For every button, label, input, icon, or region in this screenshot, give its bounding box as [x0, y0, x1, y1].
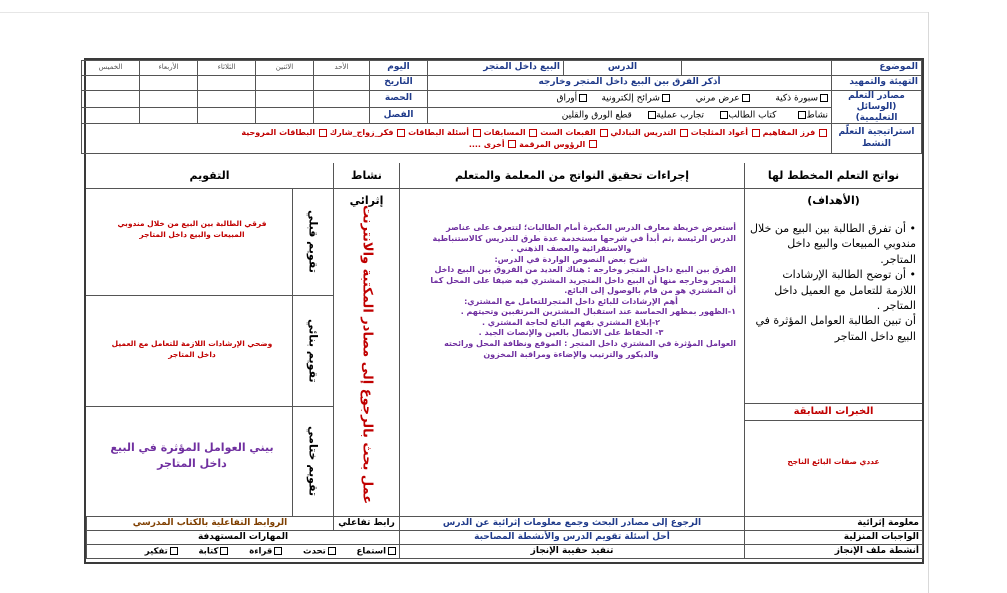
procedure-line: ٢-إبلاغ المشتري بفهم البائع لحاجة المشتري . [481, 317, 661, 327]
class-cell-2[interactable] [256, 107, 314, 124]
procedure-line: أستعرض خريطة معارف الدرس المكبرة أمام الطالبات؛ لتتعرف على عناصر [446, 223, 736, 232]
period-cell-5[interactable] [82, 91, 140, 108]
period-cell-4[interactable] [140, 91, 198, 108]
resources-row-2 [428, 107, 832, 124]
eval-type-pre [293, 188, 333, 295]
eval-type-label: تقويم ختامي [306, 425, 320, 497]
period-cell-2[interactable] [256, 91, 314, 108]
checkbox-icon[interactable] [589, 140, 597, 148]
eval-type-formative [293, 295, 333, 406]
procedure-line: أن المشتري هو من قام بالوصول إلى البائع. [564, 286, 736, 296]
footer-table [86, 516, 923, 559]
outcomes-title: نواتج التعلم المخطط لها (الأهداف) [745, 163, 922, 189]
outcomes-list [750, 221, 916, 344]
outcomes-column [744, 163, 922, 516]
strategy-item: التدريس التبادلي [610, 128, 677, 138]
checkbox-icon[interactable] [473, 129, 481, 137]
checkbox-icon[interactable] [319, 129, 327, 137]
strategy-item: فكر_زواج_شارك [329, 128, 394, 138]
outcome-item: • أن توضح الطالبة الإرشادات اللازمة للتعامل مع العميل داخل المتاجر . [774, 268, 916, 312]
class-cell-1[interactable] [314, 107, 370, 124]
strategy-item: أخرى .... [468, 139, 505, 149]
eval-type-final [293, 406, 333, 516]
resource-smartboard: سبورة ذكية [775, 93, 818, 104]
procedure-line: العوامل المؤثرة في المشتري داخل المتجر : الموقع ونظافة المحل ورائحته [444, 339, 736, 349]
checkbox-icon[interactable] [600, 129, 608, 137]
strategies-list [82, 124, 832, 154]
lesson-plan-sheet [84, 58, 924, 564]
page-right-margin [928, 12, 1007, 593]
resource-activity: نشاط [806, 110, 828, 121]
resource-slides: شرائح إلكترونية [601, 93, 660, 104]
evaluation-column [86, 163, 333, 516]
procedure-line: أهم الإرشادات للبائع داخل المتجرللتعامل مع المشتري: [464, 296, 678, 306]
enrichment-column [333, 163, 399, 516]
checkbox-icon[interactable] [220, 547, 228, 555]
strategy-item: المسابقات [483, 128, 526, 138]
resource-papers: أوراق [556, 93, 578, 104]
prior-section [745, 403, 922, 466]
evaluation-title: التقويم [86, 163, 333, 189]
skill-listening: استماع [356, 546, 386, 557]
portfolio-label: أنشطة ملف الإنجاز [745, 545, 923, 559]
procedure-line: شرح بعض النصوص الواردة في الدرس: [494, 254, 648, 264]
eval-text-pre: فرقي الطالبة بين البيع من خلال مندوبي المبيعات والبيع داخل المتاجر [117, 219, 267, 240]
intro-value: أذكر الفرق بين البيع داخل المتجر وخارجه [428, 76, 832, 91]
checkbox-icon[interactable] [170, 547, 178, 555]
procedure-line: ١-الظهور بمظهر الحماسة عند استقبال المشترين المرتقبين وتحيتهم . [460, 307, 736, 317]
homework-value: أحل أسئلة تقويم الدرس والأنشطة المصاحبة [400, 531, 745, 545]
resource-paper-pens: قطع الورق والقلين [561, 110, 632, 121]
day-thursday: الخميس [82, 61, 140, 76]
eval-type-label: تقويم قبلي [306, 210, 320, 273]
day-tuesday: الثلاثاء [198, 61, 256, 76]
body-area [86, 163, 922, 516]
prior-value: عددي صفات البائع الناجح [787, 457, 880, 466]
class-cell-3[interactable] [198, 107, 256, 124]
skill-speaking: تحدث [303, 546, 326, 557]
procedure-line: ٣- الحفاظ على الاتصال بالعين والإنصات الجيد . [478, 328, 664, 338]
checkbox-icon[interactable] [680, 129, 688, 137]
enrichment-title: نشاط إثرائي [334, 163, 399, 189]
checkbox-icon[interactable] [820, 94, 828, 102]
homework-label: الواجبات المنزلية [745, 531, 923, 545]
evaluation-body [86, 188, 333, 516]
enrichment-info-value: الرجوع إلى مصادر البحث وجمع معلومات إثرائية عن الدرس [400, 517, 745, 531]
procedures-text [406, 223, 736, 360]
procedures-title: إجراءات تحقيق النواتج من المعلمة والمتعلم [400, 163, 744, 189]
outcome-text: أن توضح الطالبة الإرشادات اللازمة للتعامل مع العميل داخل المتاجر . [774, 268, 916, 312]
class-cell-5[interactable] [82, 107, 140, 124]
date-cell-3[interactable] [198, 76, 256, 91]
date-cell-2[interactable] [256, 76, 314, 91]
day-sunday: الأحد [314, 61, 370, 76]
checkbox-icon[interactable] [388, 547, 396, 555]
interactive-link-label: رابط تفاعلي [334, 517, 400, 531]
procedure-line: المتجر وخارجه منها أن البيع داخل المتجريد المشتري فيه ضيفا على المحل كما [430, 275, 736, 285]
subject-label: الموضوع [832, 61, 922, 76]
eval-text-final: بيني العوامل المؤثرة في البيع داخل المتاجر [110, 441, 274, 470]
checkbox-icon[interactable] [648, 111, 656, 119]
period-label: الحصة [370, 91, 428, 108]
checkbox-icon[interactable] [274, 547, 282, 555]
resources-row-1 [428, 91, 832, 108]
outcome-text: أن تبين الطالبة العوامل المؤثرة في البيع داخل المتاجر [755, 314, 916, 343]
skills-label: المهارات المستهدفة [87, 531, 400, 545]
procedure-line: والديكور والترتيب والإضاءة ومراقبة المخزون [483, 349, 659, 359]
interactive-link-value[interactable]: الروابط التفاعلية بالكتاب المدرسي [87, 517, 334, 531]
prior-title: الخبرات السابقة [745, 404, 922, 421]
strategy-item: أسئلة البطاقات [408, 128, 469, 138]
period-cell-1[interactable] [314, 91, 370, 108]
day-label: اليوم [370, 61, 428, 76]
checkbox-icon[interactable] [752, 129, 760, 137]
checkbox-icon[interactable] [742, 94, 750, 102]
procedure-line: الفرق بين البيع داخل المتجر وخارجه : هناك العديد من الفروق بين البيع داخل [434, 265, 736, 275]
eval-type-label: تقويم بنائي [306, 318, 320, 383]
resource-video: عرض مرني [695, 93, 740, 104]
portfolio-value: تنفيذ حقيبة الإنجاز [400, 545, 745, 559]
outcome-item [750, 313, 916, 344]
skill-reading: قراءة [249, 546, 273, 557]
class-cell-4[interactable] [140, 107, 198, 124]
class-label: الفصل [370, 107, 428, 124]
resource-student-book: كتاب الطالب [728, 110, 777, 121]
intro-label: التهيئة والتمهيد [832, 76, 922, 91]
procedure-line: والاستقرائية والعصف الذهني . [510, 244, 632, 254]
resource-experiments: تجارب عملية [656, 110, 705, 121]
checkbox-icon[interactable] [508, 140, 516, 148]
date-label: التاريخ [370, 76, 428, 91]
procedures-column [399, 163, 744, 516]
strategy-item: فرز المفاهيم [762, 128, 816, 138]
skill-writing: كتابة [198, 546, 219, 557]
lesson-label: الدرس [564, 61, 682, 76]
strategy-item: أعواد المثلجات [690, 128, 749, 138]
header-table [81, 60, 922, 154]
skill-thinking: تفكير [144, 546, 168, 557]
page-top-edge [0, 0, 1007, 13]
strategy-item: القبعات الست [540, 128, 596, 138]
checkbox-icon[interactable] [819, 129, 827, 137]
skills-list [87, 545, 400, 559]
day-monday: الاثنين [256, 61, 314, 76]
subject-value[interactable] [682, 61, 832, 76]
strategy-item: الرؤوس المرقمة [519, 139, 586, 149]
date-cell-1[interactable] [314, 76, 370, 91]
checkbox-icon[interactable] [579, 94, 587, 102]
date-cell-4[interactable] [140, 76, 198, 91]
enrichment-body [334, 205, 400, 505]
date-cell-5[interactable] [82, 76, 140, 91]
strategies-label: استراتيجية التعلّم النشط [832, 124, 922, 154]
eval-text-formative: وضحي الإرشادات اللازمة للتعامل مع العميل داخل المتاجر [111, 339, 273, 360]
checkbox-icon[interactable] [397, 129, 405, 137]
period-cell-3[interactable] [198, 91, 256, 108]
outcome-text: أن تفرق الطالبة بين البيع من خلال مندوبي المبيعات والبيع داخل المتاجر. [750, 222, 916, 266]
outcome-item: • أن تفرق الطالبة بين البيع من خلال مندوبي المبيعات والبيع داخل المتاجر. [750, 222, 916, 266]
day-wednesday: الأربعاء [140, 61, 198, 76]
procedure-line: الدرس الرئيسة ,ثم أبدأ في شرحها مستخدمة عدة طرق للتدريس كالاستنباطية [432, 233, 736, 243]
checkbox-icon[interactable] [662, 94, 670, 102]
checkbox-icon[interactable] [529, 129, 537, 137]
resources-label: مصادر التعلم (الوسائل التعليمية) [832, 91, 922, 124]
checkbox-icon[interactable] [328, 547, 336, 555]
enrichment-info-label: معلومة إثرائية [745, 517, 923, 531]
strategy-item: البطاقات المروحية [241, 128, 316, 138]
lesson-value: البيع داخل المتجر [428, 61, 564, 76]
enrichment-value: عمل بحث بالرجوع إلى مصادر المكتبة والانترنت [359, 205, 375, 505]
